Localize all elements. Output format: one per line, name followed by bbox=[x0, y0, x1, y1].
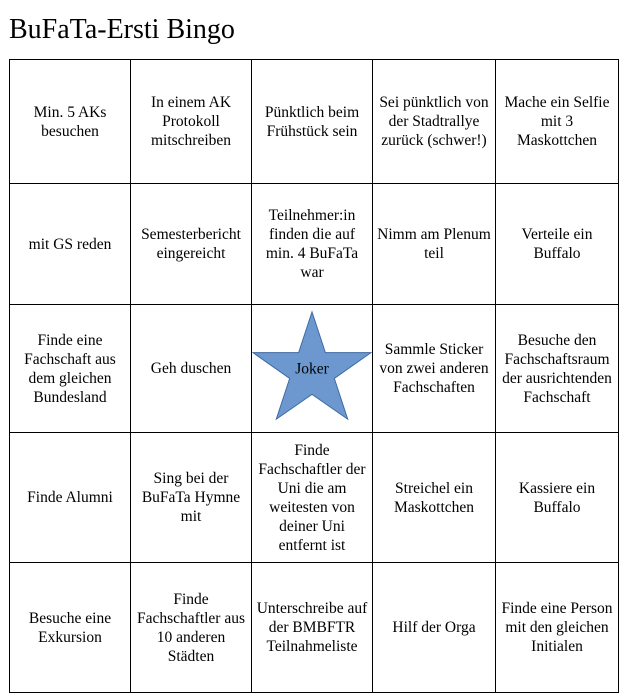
bingo-row bbox=[10, 60, 619, 184]
cell-text: Teilnehmer:in finden die auf min. 4 BuFaTa war bbox=[265, 207, 359, 281]
page-title: BuFaTa-Ersti Bingo bbox=[9, 14, 235, 45]
cell-text: In einem AK Protokoll mitschreiben bbox=[150, 94, 232, 149]
bingo-cell bbox=[10, 184, 131, 305]
bingo-cell bbox=[10, 563, 131, 693]
cell-text: Sing bei der BuFaTa Hymne mit bbox=[141, 470, 241, 525]
cell-text: Sammle Sticker von zwei anderen Fachschaften bbox=[379, 341, 489, 396]
bingo-cell bbox=[252, 60, 373, 184]
bingo-cell bbox=[131, 184, 252, 305]
cell-text: Kassiere ein Buffalo bbox=[518, 479, 596, 516]
bingo-cell bbox=[10, 305, 131, 433]
cell-text: Besuche eine Exkursion bbox=[28, 609, 112, 646]
cell-text: Geh duschen bbox=[150, 360, 232, 377]
joker-cell bbox=[252, 305, 373, 433]
bingo-row bbox=[10, 305, 619, 433]
bingo-cell bbox=[373, 433, 496, 563]
cell-text: Mache ein Selfie mit 3 Maskottchen bbox=[504, 94, 610, 149]
bingo-cell bbox=[373, 305, 496, 433]
bingo-cell bbox=[496, 305, 619, 433]
bingo-cell bbox=[10, 433, 131, 563]
bingo-grid bbox=[9, 59, 619, 693]
cell-text: Semesterbericht eingereicht bbox=[141, 226, 241, 262]
cell-text: Pünktlich beim Frühstück sein bbox=[264, 103, 360, 140]
cell-text: Finde Fachschaftler der Uni die am weitesten von deiner Uni entfernt ist bbox=[258, 441, 366, 554]
bingo-cell bbox=[131, 305, 252, 433]
bingo-cell bbox=[496, 184, 619, 305]
bingo-row bbox=[10, 433, 619, 563]
cell-text: mit GS reden bbox=[28, 235, 112, 253]
cell-text: Streichel ein Maskottchen bbox=[393, 479, 475, 516]
bingo-cell bbox=[373, 563, 496, 693]
cell-text: Hilf der Orga bbox=[392, 619, 476, 636]
joker-label: Joker bbox=[295, 360, 329, 377]
cell-text: Besuche den Fachschaftsraum der ausrichtenden Fachschaft bbox=[502, 331, 612, 406]
bingo-cell bbox=[373, 184, 496, 305]
bingo-cell bbox=[131, 433, 252, 563]
cell-text: Finde Alumni bbox=[27, 489, 113, 506]
cell-text: Finde Fachschaftler aus 10 anderen Städten bbox=[136, 590, 246, 665]
cell-text: Verteile ein Buffalo bbox=[521, 226, 593, 262]
bingo-cell bbox=[131, 60, 252, 184]
bingo-row bbox=[10, 184, 619, 305]
cell-text: Finde eine Person mit den gleichen Initialen bbox=[501, 600, 613, 655]
bingo-cell bbox=[10, 60, 131, 184]
bingo-cell bbox=[252, 563, 373, 693]
bingo-cell bbox=[252, 184, 373, 305]
bingo-cell bbox=[496, 433, 619, 563]
cell-text: Min. 5 AKs besuchen bbox=[33, 103, 107, 140]
cell-text: Nimm am Plenum teil bbox=[377, 226, 491, 262]
cell-text: Unterschreibe auf der BMBFTR Teilnahmeliste bbox=[256, 600, 368, 655]
bingo-cell bbox=[373, 60, 496, 184]
bingo-cell bbox=[496, 563, 619, 693]
bingo-cell bbox=[131, 563, 252, 693]
bingo-cell bbox=[252, 433, 373, 563]
bingo-row bbox=[10, 563, 619, 693]
cell-text: Finde eine Fachschaft aus dem gleichen Bundesland bbox=[24, 331, 116, 406]
bingo-cell bbox=[496, 60, 619, 184]
cell-text: Sei pünktlich von der Stadtrallye zurück (schwer!) bbox=[379, 94, 489, 149]
